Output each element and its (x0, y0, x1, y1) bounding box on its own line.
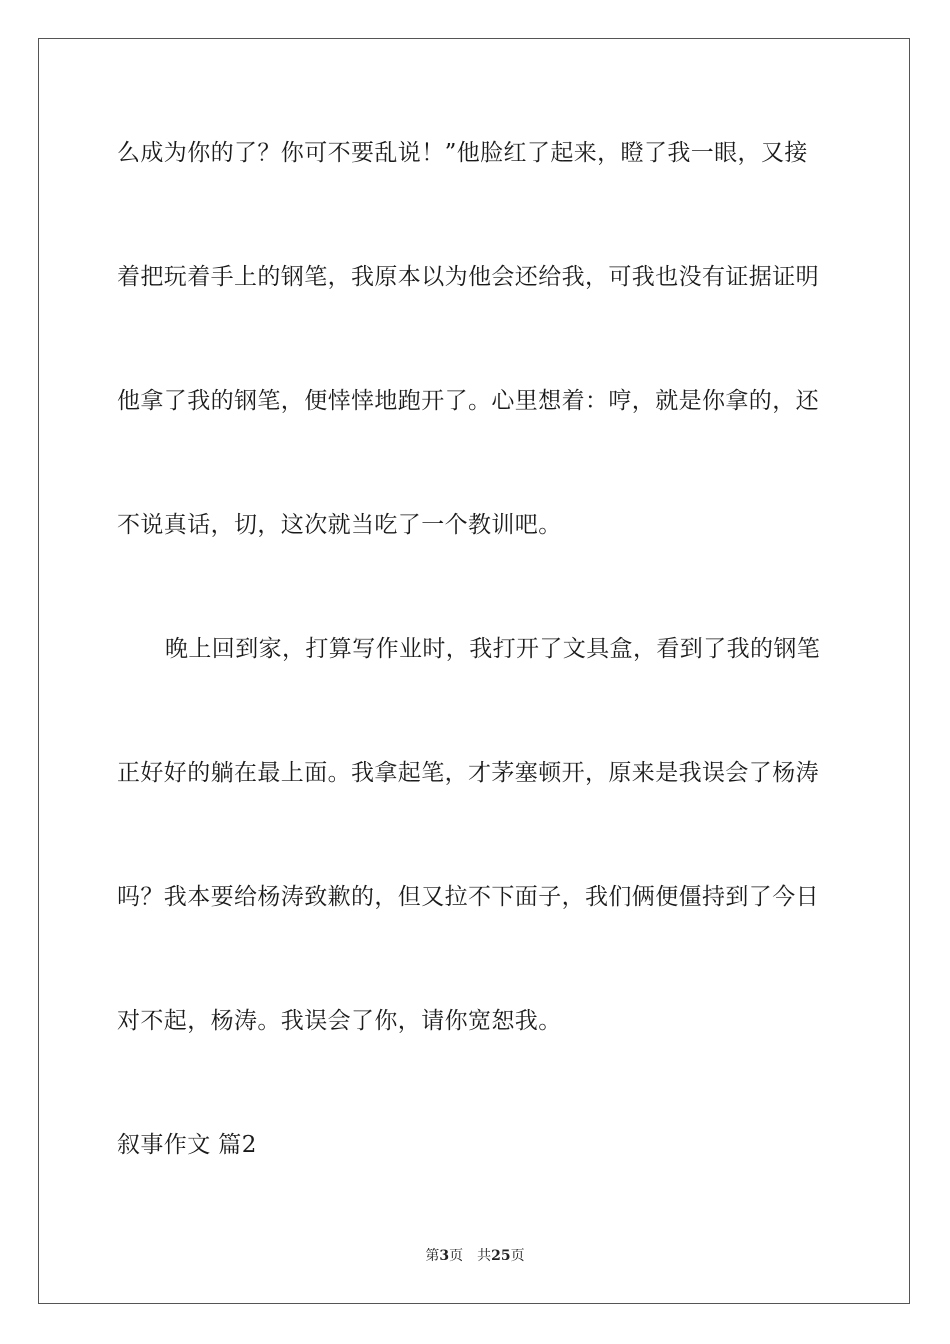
page-border (38, 38, 910, 1304)
footer-page-suffix: 页 (449, 1248, 464, 1264)
footer-page-prefix: 第 (425, 1248, 440, 1264)
body-line-5: 晚上回到家，打算写作业时，我打开了文具盒，看到了我的钢笔 (165, 636, 821, 662)
body-line-8: 对不起，杨涛。我误会了你，请你宽恕我。 (117, 1008, 562, 1034)
body-line-1: 么成为你的了？你可不要乱说！”他脸红了起来，瞪了我一眼，又接 (117, 140, 808, 166)
footer-total-suffix: 页 (510, 1248, 525, 1264)
footer-page-current: 3 (439, 1248, 450, 1264)
body-line-6: 正好好的躺在最上面。我拿起笔，才茅塞顿开，原来是我误会了杨涛 (117, 760, 819, 786)
section-heading: 叙事作文 篇2 (117, 1132, 257, 1158)
body-line-2: 着把玩着手上的钢笔，我原本以为他会还给我，可我也没有证据证明 (117, 264, 819, 290)
footer-total-prefix: 共 (477, 1248, 492, 1264)
body-line-3: 他拿了我的钢笔，便悻悻地跑开了。心里想着：哼，就是你拿的，还 (117, 388, 819, 414)
footer-page-total: 25 (491, 1248, 511, 1264)
body-line-4: 不说真话，切，这次就当吃了一个教训吧。 (117, 512, 562, 538)
page-footer (0, 1247, 950, 1265)
body-line-7: 吗？我本要给杨涛致歉的，但又拉不下面子，我们俩便僵持到了今日 (117, 884, 819, 910)
